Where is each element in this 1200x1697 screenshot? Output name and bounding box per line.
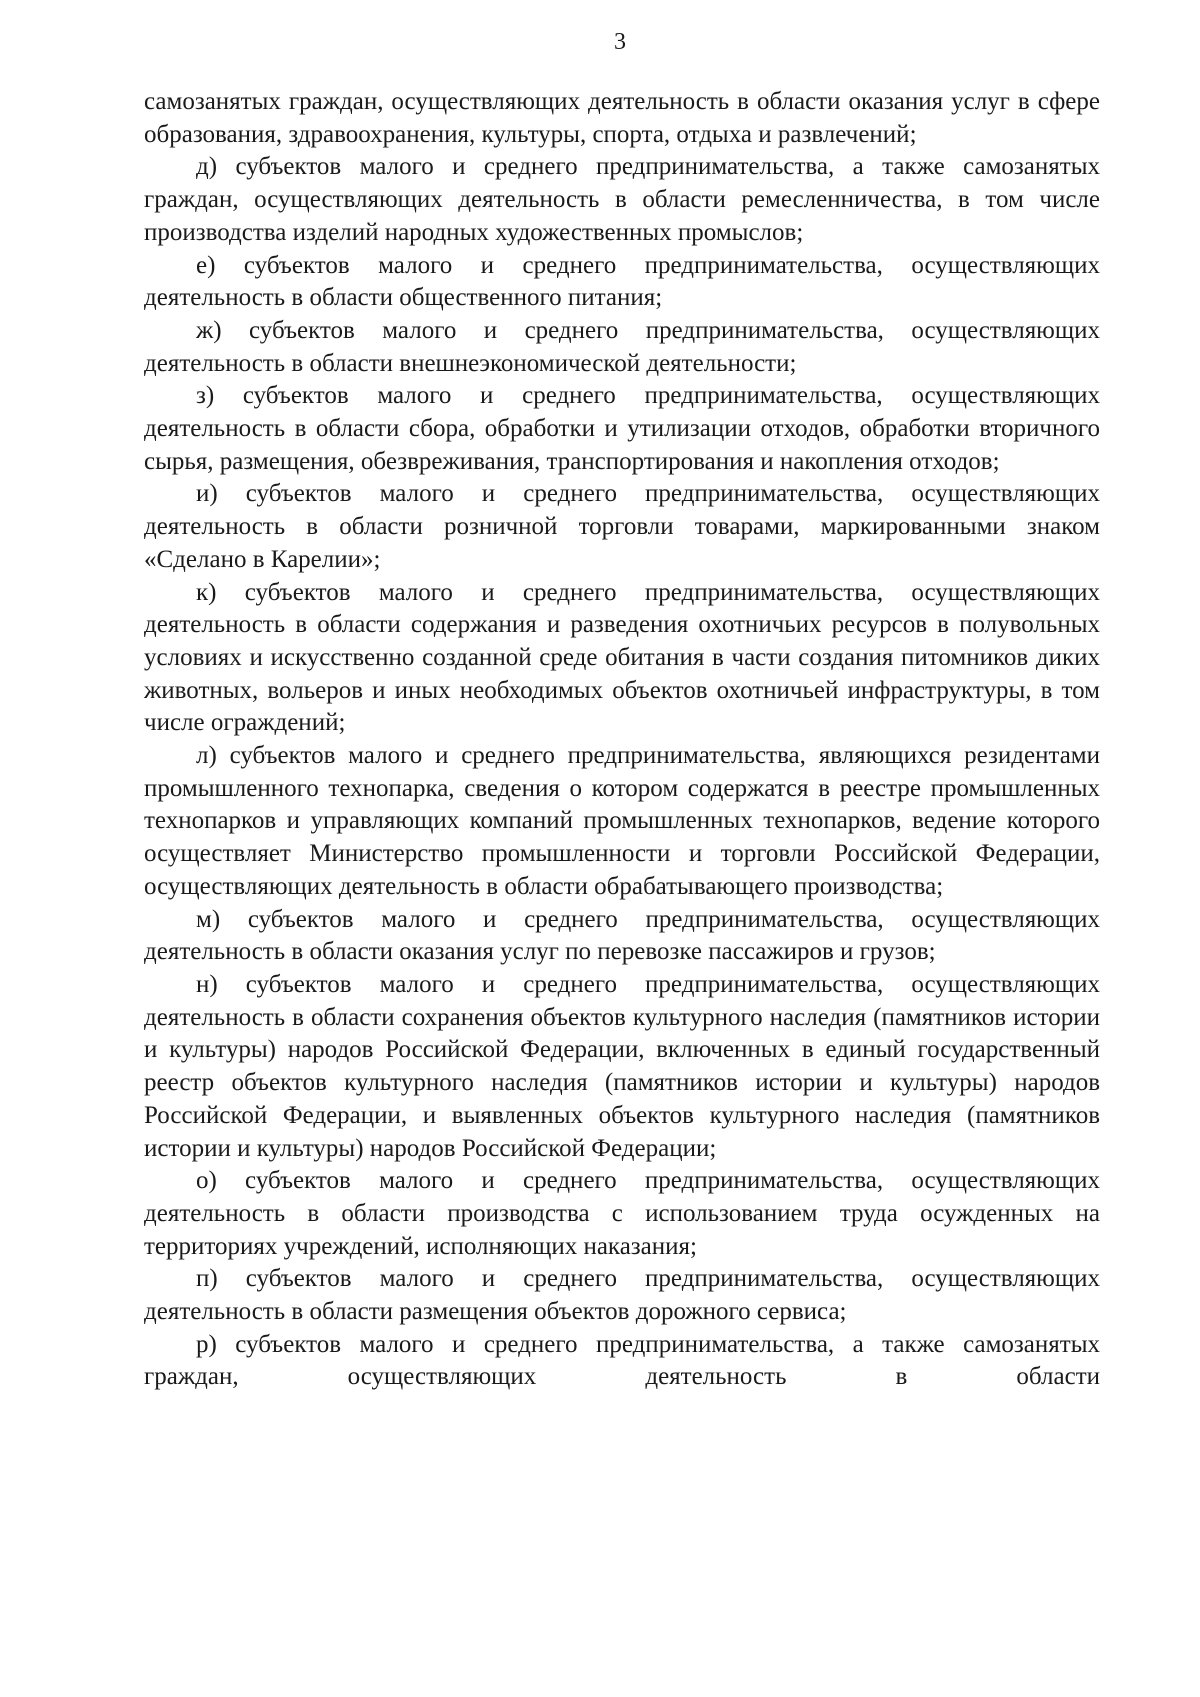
paragraph-item-d: д) субъектов малого и среднего предпринимательства, а также самозанятых граждан, осуществляющих деятельность в области ремесленничества, в том числе производства изделий народных художественных промыслов;: [144, 153, 1100, 246]
paragraph-continuation: самозанятых граждан, осуществляющих деятельность в области оказания услуг в сфере образования, здравоохранения, культуры, спорта, отдыха и развлечений;: [144, 88, 1100, 148]
document-body: [144, 86, 1100, 1394]
paragraph-item-o: о) субъектов малого и среднего предпринимательства, осуществляющих деятельность в области производства с использованием труда осужденных на территориях учреждений, исполняющих наказания;: [144, 1167, 1100, 1260]
page-number: 3: [614, 29, 626, 55]
paragraph-item-zh: ж) субъектов малого и среднего предпринимательства, осуществляющих деятельность в области внешнеэкономической деятельности;: [144, 316, 1100, 377]
paragraph-item-k: к) субъектов малого и среднего предпринимательства, осуществляющих деятельность в области содержания и разведения охотничьих ресурсов в полувольных условиях и искусственно созданной среде обитания в части создания питомников диких животных, вольеров и иных необходимых объектов охотничьей инфраструктуры, в том числе ограждений;: [144, 578, 1100, 737]
paragraph-item-r: р) субъектов малого и среднего предпринимательства, а также самозанятых граждан, осуществляющих деятельность в области: [144, 1330, 1100, 1391]
paragraph-item-m: м) субъектов малого и среднего предпринимательства, осуществляющих деятельность в области оказания услуг по перевозке пассажиров и грузов;: [144, 905, 1100, 966]
paragraph-item-z: з) субъектов малого и среднего предпринимательства, осуществляющих деятельность в области сбора, обработки и утилизации отходов, обработки вторичного сырья, размещения, обезвреживания, транспортирования и накопления отходов;: [144, 382, 1100, 475]
paragraph-item-l: л) субъектов малого и среднего предпринимательства, являющихся резидентами промышленного технопарка, сведения о котором содержатся в реестре промышленных технопарков и управляющих компаний промышленных технопарков, ведение которого осуществляет Министерство промышленности и торговли Российской Федерации, осуществляющих деятельность в области обрабатывающего производства;: [144, 742, 1100, 900]
paragraph-item-i: и) субъектов малого и среднего предпринимательства, осуществляющих деятельность в области розничной торговли товарами, маркированными знаком «Сделано в Карелии»;: [144, 480, 1100, 573]
paragraph-item-p: п) субъектов малого и среднего предпринимательства, осуществляющих деятельность в области размещения объектов дорожного сервиса;: [144, 1265, 1100, 1326]
paragraph-item-e: е) субъектов малого и среднего предпринимательства, осуществляющих деятельность в области общественного питания;: [144, 251, 1100, 312]
paragraph-item-n: н) субъектов малого и среднего предпринимательства, осуществляющих деятельность в области сохранения объектов культурного наследия (памятников истории и культуры) народов Российской Федерации, включенных в единый государственный реестр объектов культурного наследия (памятников истории и культуры) народов Российской Федерации, и выявленных объектов культурного наследия (памятников истории и культуры) народов Российской Федерации;: [144, 970, 1100, 1162]
